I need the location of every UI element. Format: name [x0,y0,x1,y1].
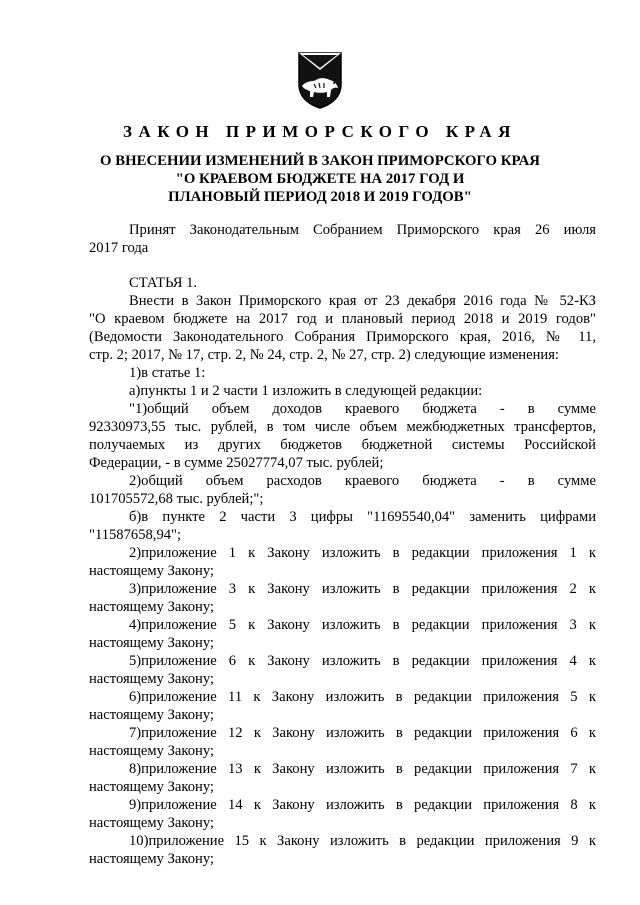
subtitle-line: ПЛАНОВЫЙ ПЕРИОД 2018 И 2019 ГОДОВ" [168,189,472,205]
body-line: 1)в статье 1: [129,365,206,381]
body-line: Внести в Закон Приморского края от 23 декабря 2016 года № 52-КЗ [129,293,596,309]
adoption-line: 2017 года [89,240,149,256]
body-line: 8)приложение 13 к Закону изложить в редакции приложения 7 к [129,761,596,777]
body-line: 7)приложение 12 к Закону изложить в редакции приложения 6 к [129,725,596,741]
body-line: настоящему Закону; [89,779,214,795]
body-line: (Ведомости Законодательного Собрания Приморского края, 2016, № 11, [89,329,596,345]
subtitle-line: "О КРАЕВОМ БЮДЖЕТЕ НА 2017 ГОД И [175,171,465,187]
body-line: а)пункты 1 и 2 части 1 изложить в следующей редакции: [129,383,483,399]
subtitle-line: О ВНЕСЕНИИ ИЗМЕНЕНИЙ В ЗАКОН ПРИМОРСКОГО КРАЯ [100,153,540,169]
body-line: 2)приложение 1 к Закону изложить в редакции приложения 1 к [129,545,596,561]
adoption-note [89,221,596,257]
body-line: "11587658,94"; [89,527,182,543]
body-line: настоящему Закону; [89,851,214,867]
adoption-line: Принят Законодательным Собранием Приморского края 26 июля [129,222,596,238]
body-line: настоящему Закону; [89,815,214,831]
body-line: 5)приложение 6 к Закону изложить в редакции приложения 4 к [129,653,596,669]
body-line: 3)приложение 3 к Закону изложить в редакции приложения 2 к [129,581,596,597]
body-line: настоящему Закону; [89,599,214,615]
body-line: 101705572,68 тыс. рублей;"; [89,491,264,507]
article-heading-text: СТАТЬЯ 1. [129,275,198,291]
body-line: "1)общий объем доходов краевого бюджета - в сумме [129,401,596,417]
primorsky-krai-coat-of-arms-icon [294,50,346,110]
body-line: 9)приложение 14 к Закону изложить в редакции приложения 8 к [129,797,596,813]
body-line: б)в пункте 2 части 3 цифры "11695540,04" заменить цифрами [129,509,596,525]
body-line: 10)приложение 15 к Закону изложить в редакции приложения 9 к [129,833,596,849]
body-line: 4)приложение 5 к Закону изложить в редакции приложения 3 к [129,617,596,633]
body-line: 2)общий объем расходов краевого бюджета - в сумме [129,473,596,489]
body-line: настоящему Закону; [89,707,214,723]
body-line: "О краевом бюджете на 2017 год и плановый период 2018 и 2019 годов" [89,311,596,327]
body-line: получаемых из других бюджетов бюджетной системы Российской [89,437,596,453]
body-line: настоящему Закону; [89,635,214,651]
body-line: Федерации, - в сумме 25027774,07 тыс. рублей; [89,455,384,471]
body-line: 92330973,55 тыс. рублей, в том числе объем межбюджетных трансфертов, [89,419,596,435]
law-subtitle [60,152,580,206]
body-line: настоящему Закону; [89,671,214,687]
body-line: 6)приложение 11 к Закону изложить в редакции приложения 5 к [129,689,596,705]
body-line: настоящему Закону; [89,563,214,579]
article-body [89,292,596,868]
body-line: стр. 2; 2017, № 17, стр. 2, № 24, стр. 2, № 27, стр. 2) следующие изменения: [89,347,559,363]
article-heading [89,274,596,292]
body-line: настоящему Закону; [89,743,214,759]
law-title: ЗАКОН ПРИМОРСКОГО КРАЯ [123,122,517,141]
